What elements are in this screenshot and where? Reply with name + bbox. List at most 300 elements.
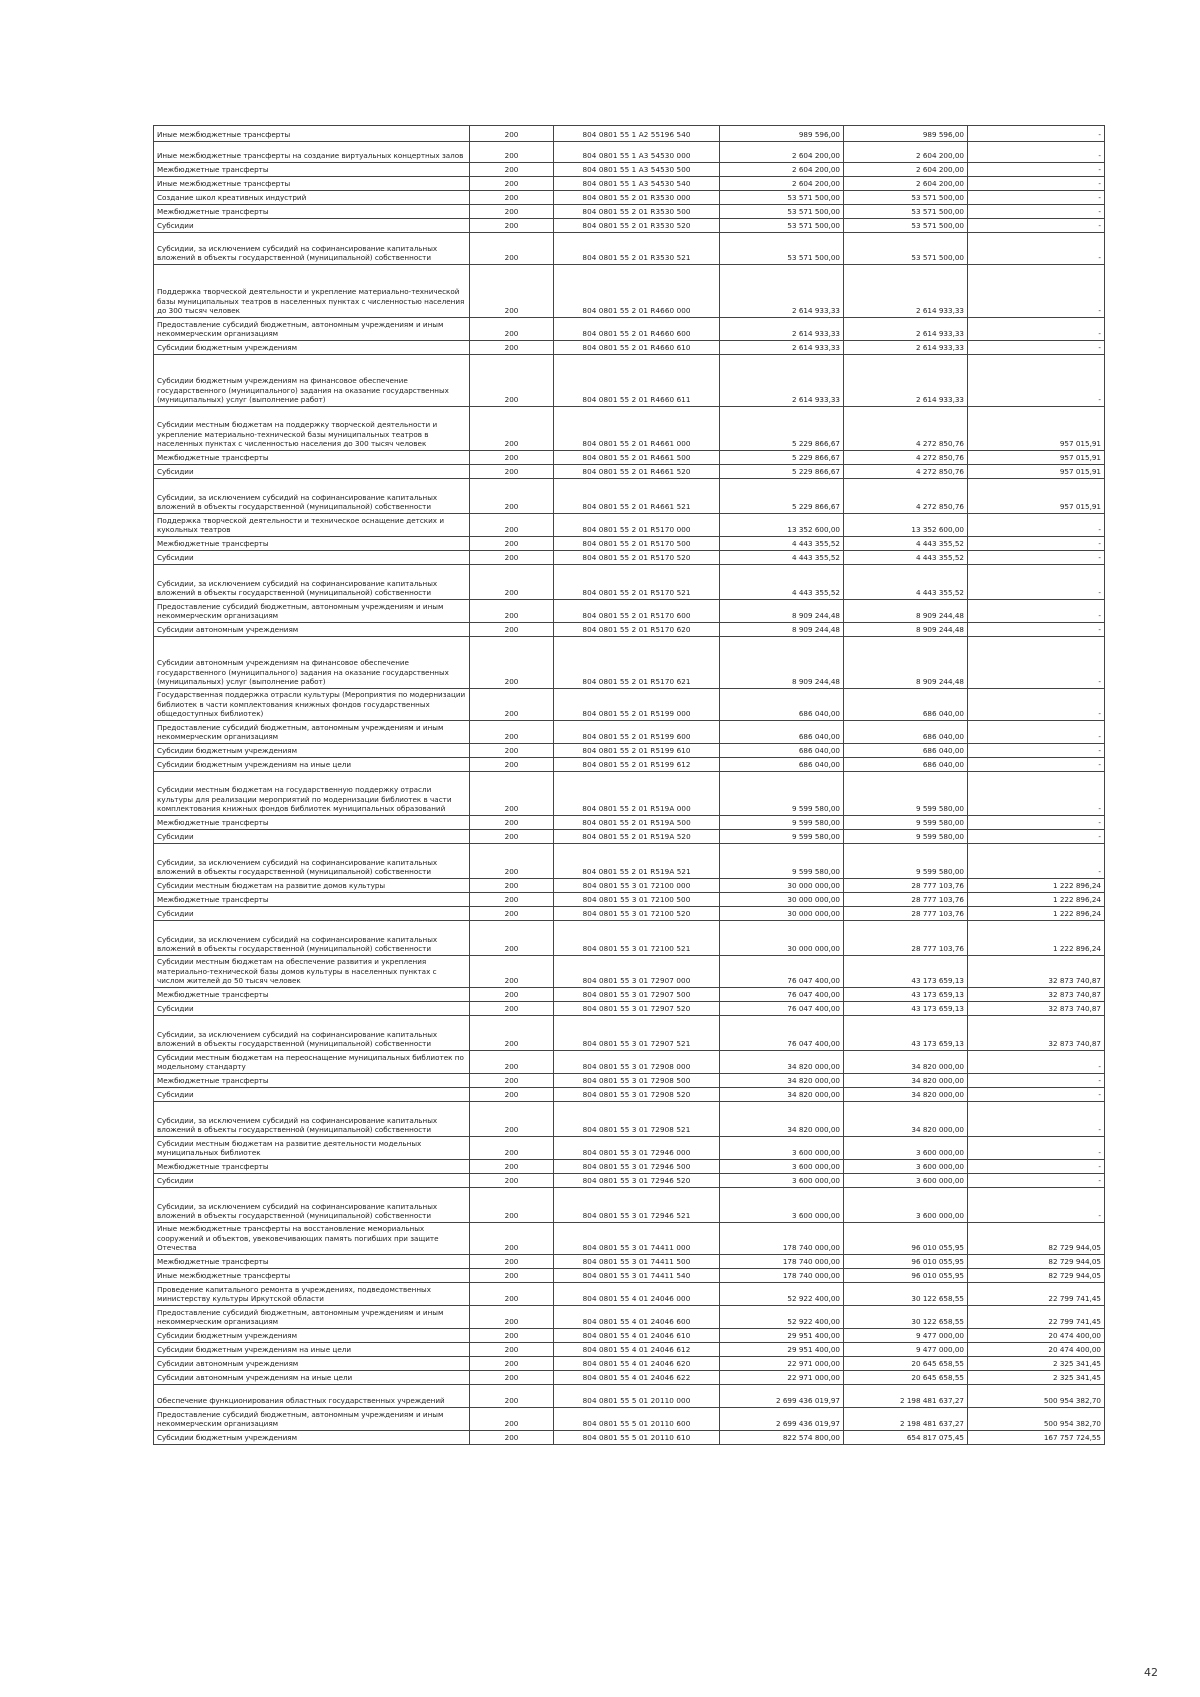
row-classification: 804 0801 55 2 01 R519А 000 (554, 772, 720, 816)
row-executed-amount: 34 820 000,00 (844, 1051, 968, 1074)
row-unexecuted-amount: 22 799 741,45 (968, 1283, 1105, 1306)
row-executed-amount: 4 272 850,76 (844, 465, 968, 479)
row-unexecuted-amount: - (968, 816, 1105, 830)
row-code: 200 (470, 1431, 554, 1445)
row-code: 200 (470, 1074, 554, 1088)
row-unexecuted-amount: - (968, 637, 1105, 689)
row-classification: 804 0801 55 4 01 24046 620 (554, 1357, 720, 1371)
row-classification: 804 0801 55 2 01 R4661 520 (554, 465, 720, 479)
row-name: Субсидии местным бюджетам на поддержку творческой деятельности и укрепление материально-технической базы муниципальных театров в населенных пунктах с численностью населения до 300 тысяч человек (154, 407, 470, 451)
row-unexecuted-amount: - (968, 689, 1105, 721)
row-unexecuted-amount: - (968, 1074, 1105, 1088)
row-unexecuted-amount: - (968, 514, 1105, 537)
row-approved-amount: 822 574 800,00 (720, 1431, 844, 1445)
table-row (154, 816, 1105, 830)
row-name: Субсидии автономным учреждениям на иные цели (154, 1371, 470, 1385)
row-executed-amount: 989 596,00 (844, 126, 968, 142)
row-approved-amount: 9 599 580,00 (720, 830, 844, 844)
row-approved-amount: 3 600 000,00 (720, 1174, 844, 1188)
row-approved-amount: 52 922 400,00 (720, 1283, 844, 1306)
row-executed-amount: 2 614 933,33 (844, 355, 968, 407)
row-approved-amount: 178 740 000,00 (720, 1269, 844, 1283)
row-name: Субсидии, за исключением субсидий на софинансирование капитальных вложений в объекты государственной (муниципальной) собственности (154, 844, 470, 879)
row-unexecuted-amount: 32 873 740,87 (968, 988, 1105, 1002)
table-row (154, 1002, 1105, 1016)
row-name: Предоставление субсидий бюджетным, автономным учреждениям и иным некоммерческим организациям (154, 721, 470, 744)
table-row (154, 1269, 1105, 1283)
table-row (154, 1385, 1105, 1408)
row-approved-amount: 2 614 933,33 (720, 341, 844, 355)
row-classification: 804 0801 55 5 01 20110 600 (554, 1408, 720, 1431)
row-code: 200 (470, 1137, 554, 1160)
row-name: Субсидии бюджетным учреждениям на финансовое обеспечение государственного (муниципального) задания на оказание государственных (муниципальных) услуг (выполнение работ) (154, 355, 470, 407)
row-executed-amount: 4 272 850,76 (844, 451, 968, 465)
row-unexecuted-amount: - (968, 1174, 1105, 1188)
row-code: 200 (470, 355, 554, 407)
row-classification: 804 0801 55 2 01 R5170 621 (554, 637, 720, 689)
row-name: Межбюджетные трансферты (154, 1074, 470, 1088)
row-executed-amount: 43 173 659,13 (844, 988, 968, 1002)
row-unexecuted-amount: 22 799 741,45 (968, 1306, 1105, 1329)
row-code: 200 (470, 893, 554, 907)
row-approved-amount: 178 740 000,00 (720, 1223, 844, 1255)
table-row (154, 1357, 1105, 1371)
row-name: Субсидии автономным учреждениям (154, 623, 470, 637)
row-classification: 804 0801 55 3 01 72908 500 (554, 1074, 720, 1088)
row-name: Предоставление субсидий бюджетным, автономным учреждениям и иным некоммерческим организациям (154, 600, 470, 623)
row-executed-amount: 2 198 481 637,27 (844, 1385, 968, 1408)
row-executed-amount: 3 600 000,00 (844, 1188, 968, 1223)
row-code: 200 (470, 1343, 554, 1357)
row-classification: 804 0801 55 3 01 72908 000 (554, 1051, 720, 1074)
table-row (154, 318, 1105, 341)
row-executed-amount: 43 173 659,13 (844, 1002, 968, 1016)
row-executed-amount: 30 122 658,55 (844, 1306, 968, 1329)
row-approved-amount: 2 604 200,00 (720, 177, 844, 191)
row-classification: 804 0801 55 3 01 74411 000 (554, 1223, 720, 1255)
row-executed-amount: 686 040,00 (844, 689, 968, 721)
row-code: 200 (470, 407, 554, 451)
row-classification: 804 0801 55 2 01 R3530 521 (554, 233, 720, 265)
row-executed-amount: 8 909 244,48 (844, 600, 968, 623)
row-code: 200 (470, 689, 554, 721)
table-row (154, 637, 1105, 689)
table-row (154, 721, 1105, 744)
row-unexecuted-amount: - (968, 1188, 1105, 1223)
row-approved-amount: 53 571 500,00 (720, 219, 844, 233)
row-approved-amount: 2 604 200,00 (720, 142, 844, 163)
table-row (154, 772, 1105, 816)
row-code: 200 (470, 142, 554, 163)
row-unexecuted-amount: - (968, 600, 1105, 623)
table-row (154, 907, 1105, 921)
row-approved-amount: 9 599 580,00 (720, 772, 844, 816)
row-approved-amount: 2 614 933,33 (720, 265, 844, 318)
row-executed-amount: 686 040,00 (844, 758, 968, 772)
row-approved-amount: 30 000 000,00 (720, 879, 844, 893)
row-name: Субсидии бюджетным учреждениям на иные цели (154, 758, 470, 772)
row-name: Иные межбюджетные трансферты (154, 126, 470, 142)
row-name: Субсидии, за исключением субсидий на софинансирование капитальных вложений в объекты государственной (муниципальной) собственности (154, 233, 470, 265)
row-approved-amount: 76 047 400,00 (720, 1016, 844, 1051)
row-executed-amount: 28 777 103,76 (844, 879, 968, 893)
row-approved-amount: 8 909 244,48 (720, 623, 844, 637)
row-name: Субсидии, за исключением субсидий на софинансирование капитальных вложений в объекты государственной (муниципальной) собственности (154, 1188, 470, 1223)
row-classification: 804 0801 55 3 01 72907 521 (554, 1016, 720, 1051)
table-row (154, 988, 1105, 1002)
row-unexecuted-amount: 20 474 400,00 (968, 1329, 1105, 1343)
row-name: Иные межбюджетные трансферты на создание виртуальных концертных залов (154, 142, 470, 163)
row-approved-amount: 22 971 000,00 (720, 1371, 844, 1385)
row-code: 200 (470, 1269, 554, 1283)
table-row (154, 126, 1105, 142)
row-classification: 804 0801 55 1 А3 54530 540 (554, 177, 720, 191)
row-executed-amount: 4 272 850,76 (844, 407, 968, 451)
row-unexecuted-amount: - (968, 772, 1105, 816)
table-row (154, 956, 1105, 988)
table-row (154, 1431, 1105, 1445)
row-code: 200 (470, 907, 554, 921)
row-classification: 804 0801 55 3 01 72907 000 (554, 956, 720, 988)
row-code: 200 (470, 1371, 554, 1385)
row-name: Субсидии автономным учреждениям на финансовое обеспечение государственного (муниципального) задания на оказание государственных (муниципальных) услуг (выполнение работ) (154, 637, 470, 689)
row-approved-amount: 53 571 500,00 (720, 191, 844, 205)
row-code: 200 (470, 772, 554, 816)
row-classification: 804 0801 55 2 01 R5170 000 (554, 514, 720, 537)
row-approved-amount: 4 443 355,52 (720, 537, 844, 551)
row-executed-amount: 9 477 000,00 (844, 1329, 968, 1343)
row-unexecuted-amount: - (968, 844, 1105, 879)
row-approved-amount: 30 000 000,00 (720, 893, 844, 907)
row-code: 200 (470, 879, 554, 893)
row-classification: 804 0801 55 3 01 72100 521 (554, 921, 720, 956)
row-approved-amount: 686 040,00 (720, 721, 844, 744)
row-name: Субсидии местным бюджетам на развитие деятельности модельных муниципальных библиотек (154, 1137, 470, 1160)
row-name: Субсидии (154, 830, 470, 844)
row-code: 200 (470, 537, 554, 551)
row-name: Государственная поддержка отрасли культуры (Мероприятия по модернизации библиотек в части комплектования книжных фондов государственных общедоступных библиотек) (154, 689, 470, 721)
row-executed-amount: 96 010 055,95 (844, 1269, 968, 1283)
row-code: 200 (470, 623, 554, 637)
row-name: Межбюджетные трансферты (154, 816, 470, 830)
table-row (154, 1174, 1105, 1188)
row-unexecuted-amount: - (968, 830, 1105, 844)
table-row (154, 1074, 1105, 1088)
table-row (154, 689, 1105, 721)
row-executed-amount: 4 443 355,52 (844, 565, 968, 600)
row-classification: 804 0801 55 3 01 72100 500 (554, 893, 720, 907)
row-executed-amount: 34 820 000,00 (844, 1102, 968, 1137)
row-executed-amount: 53 571 500,00 (844, 219, 968, 233)
row-approved-amount: 2 604 200,00 (720, 163, 844, 177)
row-code: 200 (470, 465, 554, 479)
row-unexecuted-amount: - (968, 341, 1105, 355)
row-unexecuted-amount: 167 757 724,55 (968, 1431, 1105, 1445)
row-executed-amount: 686 040,00 (844, 721, 968, 744)
row-code: 200 (470, 1223, 554, 1255)
row-classification: 804 0801 55 2 01 R519А 521 (554, 844, 720, 879)
row-approved-amount: 3 600 000,00 (720, 1160, 844, 1174)
table-row (154, 1188, 1105, 1223)
row-unexecuted-amount: - (968, 537, 1105, 551)
table-row (154, 1223, 1105, 1255)
row-executed-amount: 30 122 658,55 (844, 1283, 968, 1306)
row-code: 200 (470, 1088, 554, 1102)
row-name: Межбюджетные трансферты (154, 1160, 470, 1174)
row-approved-amount: 34 820 000,00 (720, 1102, 844, 1137)
row-code: 200 (470, 479, 554, 514)
row-name: Субсидии местным бюджетам на развитие домов культуры (154, 879, 470, 893)
row-classification: 804 0801 55 2 01 R4661 500 (554, 451, 720, 465)
row-executed-amount: 2 604 200,00 (844, 142, 968, 163)
row-name: Предоставление субсидий бюджетным, автономным учреждениям и иным некоммерческим организациям (154, 1306, 470, 1329)
row-executed-amount: 3 600 000,00 (844, 1160, 968, 1174)
row-unexecuted-amount: 32 873 740,87 (968, 956, 1105, 988)
table-row (154, 1102, 1105, 1137)
row-code: 200 (470, 451, 554, 465)
row-classification: 804 0801 55 3 01 74411 540 (554, 1269, 720, 1283)
table-row (154, 1283, 1105, 1306)
row-unexecuted-amount: - (968, 126, 1105, 142)
row-name: Субсидии местным бюджетам на государственную поддержку отрасли культуры для реализации мероприятий по модернизации библиотек в части комплектования книжных фондов библиотек муниципальных образований (154, 772, 470, 816)
row-classification: 804 0801 55 2 01 R5199 610 (554, 744, 720, 758)
row-unexecuted-amount: 82 729 944,05 (968, 1269, 1105, 1283)
row-unexecuted-amount: - (968, 1102, 1105, 1137)
table-row (154, 921, 1105, 956)
table-row (154, 758, 1105, 772)
row-name: Межбюджетные трансферты (154, 451, 470, 465)
table-row (154, 879, 1105, 893)
row-executed-amount: 2 604 200,00 (844, 163, 968, 177)
row-unexecuted-amount: 32 873 740,87 (968, 1016, 1105, 1051)
row-executed-amount: 4 443 355,52 (844, 551, 968, 565)
row-executed-amount: 9 477 000,00 (844, 1343, 968, 1357)
row-classification: 804 0801 55 3 01 72100 520 (554, 907, 720, 921)
table-row (154, 205, 1105, 219)
row-approved-amount: 34 820 000,00 (720, 1051, 844, 1074)
row-classification: 804 0801 55 4 01 24046 600 (554, 1306, 720, 1329)
table-body (154, 126, 1105, 1445)
row-executed-amount: 20 645 658,55 (844, 1357, 968, 1371)
row-code: 200 (470, 126, 554, 142)
row-approved-amount: 178 740 000,00 (720, 1255, 844, 1269)
row-approved-amount: 34 820 000,00 (720, 1074, 844, 1088)
row-executed-amount: 96 010 055,95 (844, 1223, 968, 1255)
row-code: 200 (470, 988, 554, 1002)
row-approved-amount: 29 951 400,00 (720, 1329, 844, 1343)
row-classification: 804 0801 55 2 01 R519А 520 (554, 830, 720, 844)
row-code: 200 (470, 830, 554, 844)
row-code: 200 (470, 219, 554, 233)
row-name: Субсидии, за исключением субсидий на софинансирование капитальных вложений в объекты государственной (муниципальной) собственности (154, 479, 470, 514)
row-classification: 804 0801 55 3 01 72946 500 (554, 1160, 720, 1174)
row-unexecuted-amount: 32 873 740,87 (968, 1002, 1105, 1016)
row-code: 200 (470, 1016, 554, 1051)
row-classification: 804 0801 55 3 01 72908 521 (554, 1102, 720, 1137)
table-row (154, 744, 1105, 758)
row-classification: 804 0801 55 2 01 R5199 612 (554, 758, 720, 772)
row-classification: 804 0801 55 2 01 R5170 520 (554, 551, 720, 565)
table-row (154, 451, 1105, 465)
row-name: Субсидии, за исключением субсидий на софинансирование капитальных вложений в объекты государственной (муниципальной) собственности (154, 1016, 470, 1051)
row-code: 200 (470, 205, 554, 219)
row-unexecuted-amount: - (968, 744, 1105, 758)
row-code: 200 (470, 921, 554, 956)
row-approved-amount: 76 047 400,00 (720, 1002, 844, 1016)
row-unexecuted-amount: 500 954 382,70 (968, 1385, 1105, 1408)
row-name: Субсидии бюджетным учреждениям (154, 1431, 470, 1445)
table-row (154, 514, 1105, 537)
row-classification: 804 0801 55 3 01 72907 520 (554, 1002, 720, 1016)
row-unexecuted-amount: 2 325 341,45 (968, 1371, 1105, 1385)
table-row (154, 1051, 1105, 1074)
row-name: Субсидии (154, 219, 470, 233)
row-code: 200 (470, 1357, 554, 1371)
row-name: Субсидии бюджетным учреждениям на иные цели (154, 1343, 470, 1357)
row-executed-amount: 8 909 244,48 (844, 623, 968, 637)
row-classification: 804 0801 55 2 01 R3530 500 (554, 205, 720, 219)
table-row (154, 1016, 1105, 1051)
row-executed-amount: 43 173 659,13 (844, 1016, 968, 1051)
row-unexecuted-amount: - (968, 551, 1105, 565)
row-unexecuted-amount: 82 729 944,05 (968, 1223, 1105, 1255)
row-approved-amount: 686 040,00 (720, 744, 844, 758)
row-approved-amount: 989 596,00 (720, 126, 844, 142)
row-name: Создание школ креативных индустрий (154, 191, 470, 205)
row-unexecuted-amount: - (968, 142, 1105, 163)
row-executed-amount: 53 571 500,00 (844, 233, 968, 265)
row-code: 200 (470, 844, 554, 879)
row-approved-amount: 3 600 000,00 (720, 1188, 844, 1223)
row-classification: 804 0801 55 3 01 72946 000 (554, 1137, 720, 1160)
row-unexecuted-amount: 1 222 896,24 (968, 893, 1105, 907)
table-row (154, 219, 1105, 233)
row-executed-amount: 4 272 850,76 (844, 479, 968, 514)
table-row (154, 565, 1105, 600)
row-executed-amount: 28 777 103,76 (844, 893, 968, 907)
row-name: Межбюджетные трансферты (154, 537, 470, 551)
row-name: Субсидии (154, 551, 470, 565)
row-unexecuted-amount: 20 474 400,00 (968, 1343, 1105, 1357)
row-name: Субсидии бюджетным учреждениям (154, 1329, 470, 1343)
row-executed-amount: 28 777 103,76 (844, 907, 968, 921)
row-approved-amount: 22 971 000,00 (720, 1357, 844, 1371)
row-classification: 804 0801 55 3 01 74411 500 (554, 1255, 720, 1269)
row-approved-amount: 686 040,00 (720, 689, 844, 721)
row-name: Предоставление субсидий бюджетным, автономным учреждениям и иным некоммерческим организациям (154, 318, 470, 341)
row-classification: 804 0801 55 1 А2 55196 540 (554, 126, 720, 142)
row-code: 200 (470, 1102, 554, 1137)
row-code: 200 (470, 1408, 554, 1431)
row-unexecuted-amount: 82 729 944,05 (968, 1255, 1105, 1269)
row-code: 200 (470, 551, 554, 565)
row-approved-amount: 76 047 400,00 (720, 988, 844, 1002)
row-executed-amount: 34 820 000,00 (844, 1074, 968, 1088)
row-code: 200 (470, 1306, 554, 1329)
row-classification: 804 0801 55 4 01 24046 612 (554, 1343, 720, 1357)
row-code: 200 (470, 758, 554, 772)
row-executed-amount: 9 599 580,00 (844, 844, 968, 879)
row-unexecuted-amount: 957 015,91 (968, 451, 1105, 465)
row-executed-amount: 3 600 000,00 (844, 1174, 968, 1188)
row-approved-amount: 2 614 933,33 (720, 355, 844, 407)
row-classification: 804 0801 55 1 А3 54530 000 (554, 142, 720, 163)
row-name: Субсидии бюджетным учреждениям (154, 341, 470, 355)
row-approved-amount: 9 599 580,00 (720, 816, 844, 830)
row-unexecuted-amount: - (968, 1137, 1105, 1160)
row-classification: 804 0801 55 4 01 24046 610 (554, 1329, 720, 1343)
table-row (154, 1160, 1105, 1174)
table-row (154, 844, 1105, 879)
row-name: Проведение капитального ремонта в учреждениях, подведомственных министерству культуры Иркутской области (154, 1283, 470, 1306)
row-approved-amount: 53 571 500,00 (720, 205, 844, 219)
table-row (154, 1329, 1105, 1343)
row-classification: 804 0801 55 3 01 72907 500 (554, 988, 720, 1002)
row-classification: 804 0801 55 2 01 R4660 610 (554, 341, 720, 355)
row-name: Поддержка творческой деятельности и техническое оснащение детских и кукольных театров (154, 514, 470, 537)
row-classification: 804 0801 55 2 01 R5170 600 (554, 600, 720, 623)
row-approved-amount: 2 614 933,33 (720, 318, 844, 341)
row-name: Субсидии (154, 1002, 470, 1016)
row-executed-amount: 686 040,00 (844, 744, 968, 758)
row-code: 200 (470, 600, 554, 623)
row-classification: 804 0801 55 1 А3 54530 500 (554, 163, 720, 177)
row-name: Иные межбюджетные трансферты (154, 177, 470, 191)
table-row (154, 177, 1105, 191)
row-name: Субсидии (154, 465, 470, 479)
row-classification: 804 0801 55 5 01 20110 000 (554, 1385, 720, 1408)
row-executed-amount: 3 600 000,00 (844, 1137, 968, 1160)
row-executed-amount: 96 010 055,95 (844, 1255, 968, 1269)
row-unexecuted-amount: 1 222 896,24 (968, 907, 1105, 921)
row-executed-amount: 53 571 500,00 (844, 191, 968, 205)
table-row (154, 355, 1105, 407)
row-name: Субсидии (154, 907, 470, 921)
row-executed-amount: 2 614 933,33 (844, 265, 968, 318)
row-code: 200 (470, 318, 554, 341)
row-code: 200 (470, 956, 554, 988)
row-name: Межбюджетные трансферты (154, 163, 470, 177)
row-name: Обеспечение функционирования областных государственных учреждений (154, 1385, 470, 1408)
row-unexecuted-amount: - (968, 233, 1105, 265)
table-row (154, 1343, 1105, 1357)
row-code: 200 (470, 191, 554, 205)
row-code: 200 (470, 1188, 554, 1223)
row-code: 200 (470, 1174, 554, 1188)
row-executed-amount: 34 820 000,00 (844, 1088, 968, 1102)
row-unexecuted-amount: - (968, 191, 1105, 205)
row-code: 200 (470, 341, 554, 355)
row-unexecuted-amount: - (968, 355, 1105, 407)
row-approved-amount: 76 047 400,00 (720, 956, 844, 988)
table-row (154, 191, 1105, 205)
row-classification: 804 0801 55 2 01 R519А 500 (554, 816, 720, 830)
row-executed-amount: 53 571 500,00 (844, 205, 968, 219)
row-classification: 804 0801 55 2 01 R4660 600 (554, 318, 720, 341)
table-row (154, 1408, 1105, 1431)
row-unexecuted-amount: - (968, 318, 1105, 341)
table-row (154, 341, 1105, 355)
row-approved-amount: 53 571 500,00 (720, 233, 844, 265)
row-approved-amount: 30 000 000,00 (720, 921, 844, 956)
row-name: Межбюджетные трансферты (154, 893, 470, 907)
row-unexecuted-amount: 957 015,91 (968, 465, 1105, 479)
row-name: Субсидии автономным учреждениям (154, 1357, 470, 1371)
row-name: Субсидии, за исключением субсидий на софинансирование капитальных вложений в объекты государственной (муниципальной) собственности (154, 921, 470, 956)
table-row (154, 551, 1105, 565)
row-unexecuted-amount: 2 325 341,45 (968, 1357, 1105, 1371)
row-unexecuted-amount: - (968, 219, 1105, 233)
